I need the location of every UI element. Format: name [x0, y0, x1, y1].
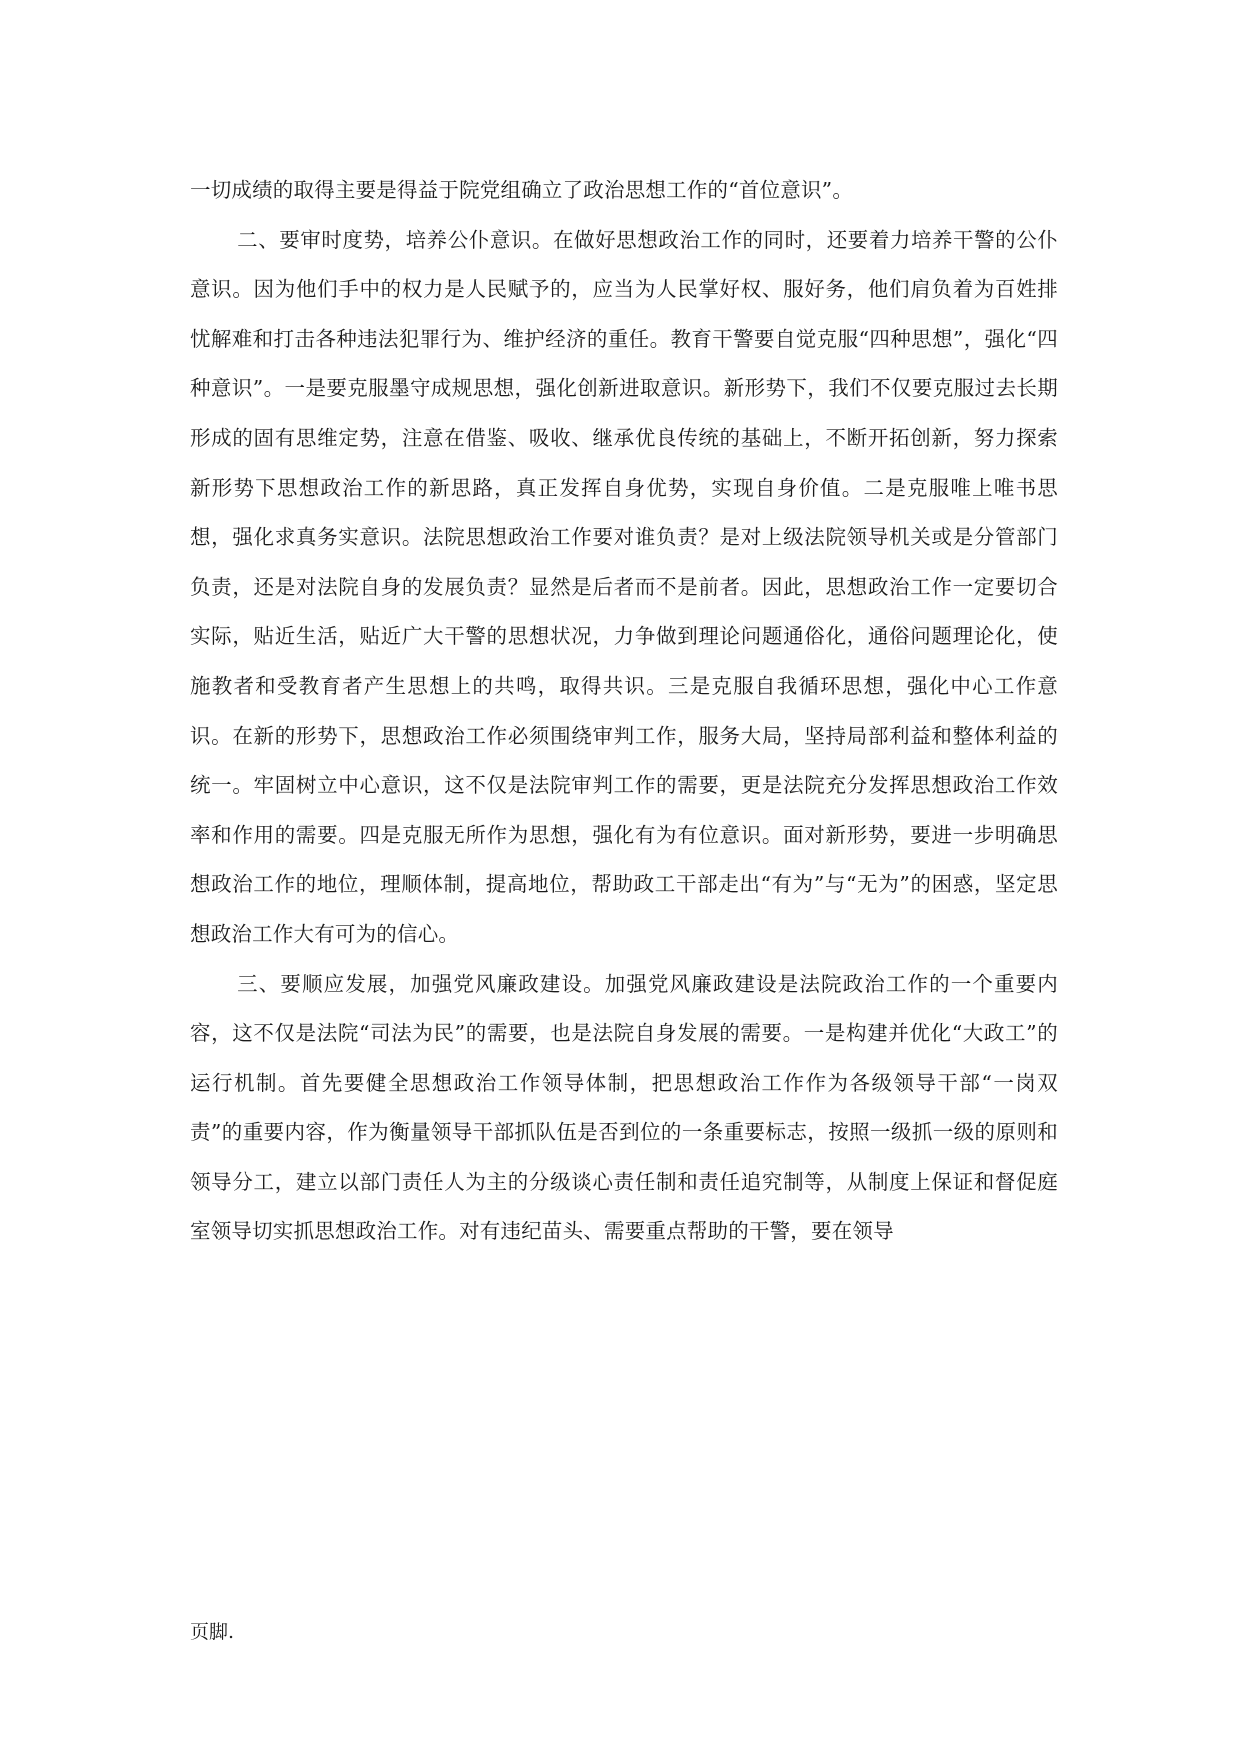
paragraph-continuation: 一切成绩的取得主要是得益于院党组确立了政治思想工作的“首位意识”。 — [190, 178, 854, 202]
page-footer: 页脚. — [190, 1621, 235, 1643]
paragraph-section-2: 二、要审时度势，培养公仆意识。在做好思想政治工作的同时，还要着力培养干警的公仆意识。因为他们手中的权力是人民赋予的，应当为人民掌好权、服好务，他们肩负着为百姓排忧解难和打击各种违法犯罪行为、维护经济的重任。教育干警要自觉克服“四种思想”，强化“四种意识”。一是要克服墨守成规思想，强化创新进取意识。新形势下，我们不仅要克服过去长期形成的固有思维定势，注意在借鉴、吸收、继承优良传统的基础上，不断开拓创新，努力探索新形势下思想政治工作的新思路，真正发挥自身优势，实现自身价值。二是克服唯上唯书思想，强化求真务实意识。法院思想政治工作要对谁负责？是对上级法院领导机关或是分管部门负责，还是对法院自身的发展负责？显然是后者而不是前者。因此，思想政治工作一定要切合实际，贴近生活，贴近广大干警的思想状况，力争做到理论问题通俗化，通俗问题理论化，使施教者和受教育者产生思想上的共鸣，取得共识。三是克服自我循环思想，强化中心工作意识。在新的形势下，思想政治工作必须围绕审判工作，服务大局，坚持局部利益和整体利益的统一。牢固树立中心意识，这不仅是法院审判工作的需要，更是法院充分发挥思想政治工作效率和作用的需要。四是克服无所作为思想，强化有为有位意识。面对新形势，要进一步明确思想政治工作的地位，理顺体制，提高地位，帮助政工干部走出“有为”与“无为”的困惑，坚定思想政治工作大有可为的信心。 — [190, 227, 1058, 946]
paragraph-section-3: 三、要顺应发展，加强党风廉政建设。加强党风廉政建设是法院政治工作的一个重要内容，这不仅是法院“司法为民”的需要，也是法院自身发展的需要。一是构建并优化“大政工”的运行机制。首先要健全思想政治工作领导体制，把思想政治工作作为各级领导干部“一岗双责”的重要内容，作为衡量领导干部抓队伍是否到位的一条重要标志，按照一级抓一级的原则和领导分工，建立以部门责任人为主的分级谈心责任制和责任追究制等，从制度上保证和督促庭室领导切实抓思想政治工作。对有违纪苗头、需要重点帮助的干警，要在领导 — [190, 971, 1058, 1244]
document-body — [190, 166, 1058, 1257]
